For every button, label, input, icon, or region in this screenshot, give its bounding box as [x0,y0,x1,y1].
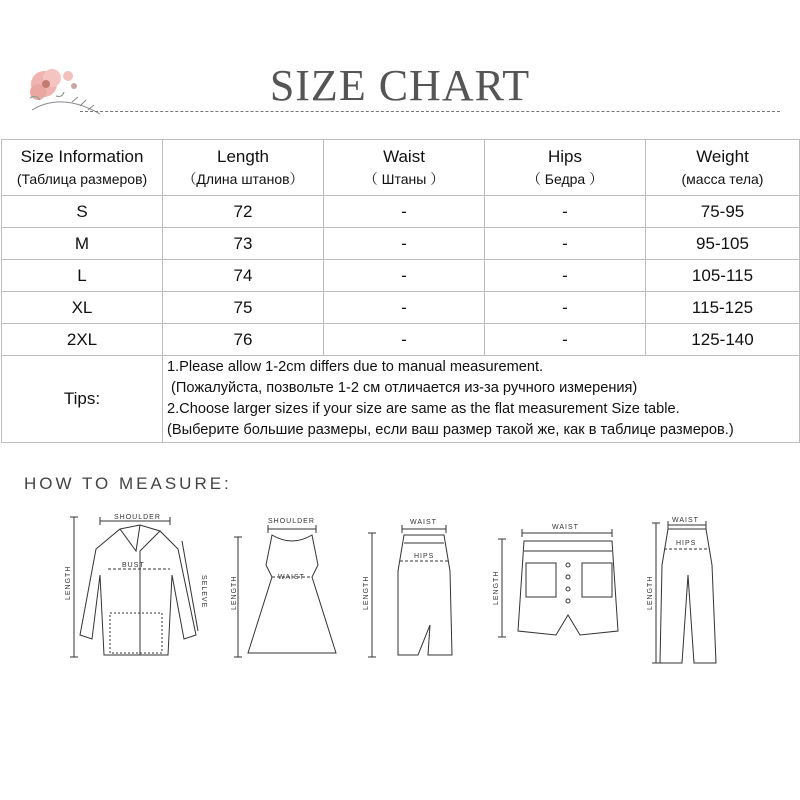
cell-length: 75 [163,292,324,324]
header-hips: Hips （ Бедра ） [485,140,646,196]
cell-length: 76 [163,324,324,356]
page-title: SIZE CHART [269,61,531,110]
cell-hips: - [485,196,646,228]
cell-hips: - [485,260,646,292]
label-hips-skirt: HIPS [414,553,435,560]
table-row [2,228,800,260]
label-shoulder-jacket: SHOULDER [114,514,161,521]
table-row [2,196,800,228]
table-row [2,324,800,356]
label-waist-skirt: WAIST [410,519,437,526]
size-table [1,139,800,443]
header-size-information: Size Information (Таблица размеров) [2,140,163,196]
cell-weight: 95-105 [646,228,800,260]
tips-row [2,356,800,443]
cell-hips: - [485,228,646,260]
label-length-skirt: LENGTH [363,575,370,610]
cell-weight: 75-95 [646,196,800,228]
cell-size: S [2,196,163,228]
cell-size: XL [2,292,163,324]
skirt-illustration [368,525,452,657]
header [0,0,800,130]
label-length-dress: LENGTH [231,575,238,610]
title-divider [80,111,780,112]
label-shoulder-dress: SHOULDER [268,518,315,525]
jacket-illustration [70,517,198,657]
table-header-row [2,140,800,196]
cell-size: M [2,228,163,260]
header-waist: Waist （ Штаны ） [324,140,485,196]
tip-line: 1.Please allow 1-2cm differs due to manual measurement. [167,359,544,375]
cell-weight: 115-125 [646,292,800,324]
cell-waist: - [324,228,485,260]
label-waist-pants: WAIST [672,517,699,524]
label-waist-shorts: WAIST [552,524,579,531]
cell-hips: - [485,292,646,324]
cell-waist: - [324,196,485,228]
tips-text [163,356,800,443]
label-length-pants: LENGTH [647,575,654,610]
table-row [2,260,800,292]
cell-length: 73 [163,228,324,260]
cell-waist: - [324,260,485,292]
label-length-jacket: LENGTH [65,565,72,600]
cell-size: L [2,260,163,292]
how-to-measure-heading: HOW TO MEASURE: [24,474,232,493]
label-waist-dress: WAIST [278,574,305,581]
header-length: Length （Длина штанов） [163,140,324,196]
tips-label: Tips: [2,356,163,443]
tip-line: 2.Choose larger sizes if your size are same as the flat measurement Size table. [167,401,680,417]
table-row [2,292,800,324]
tip-line: (Пожалуйста, позвольте 1-2 см отличается из-за ручного измерения) [167,380,638,396]
cell-weight: 105-115 [646,260,800,292]
label-hips-pants: HIPS [676,540,697,547]
shorts-illustration [498,529,618,637]
label-length-shorts: LENGTH [493,570,500,605]
cell-length: 72 [163,196,324,228]
label-bust: BUST [122,562,145,569]
cell-length: 74 [163,260,324,292]
cell-waist: - [324,292,485,324]
cell-weight: 125-140 [646,324,800,356]
header-weight: Weight (масса тела) [646,140,800,196]
label-sleeve: SELEVE [200,575,207,609]
measurement-illustrations [0,505,800,685]
cell-hips: - [485,324,646,356]
tip-line: (Выберите большие размеры, если ваш размер такой же, как в таблице размеров.) [167,422,734,438]
dress-illustration [234,525,336,657]
cell-waist: - [324,324,485,356]
cell-size: 2XL [2,324,163,356]
